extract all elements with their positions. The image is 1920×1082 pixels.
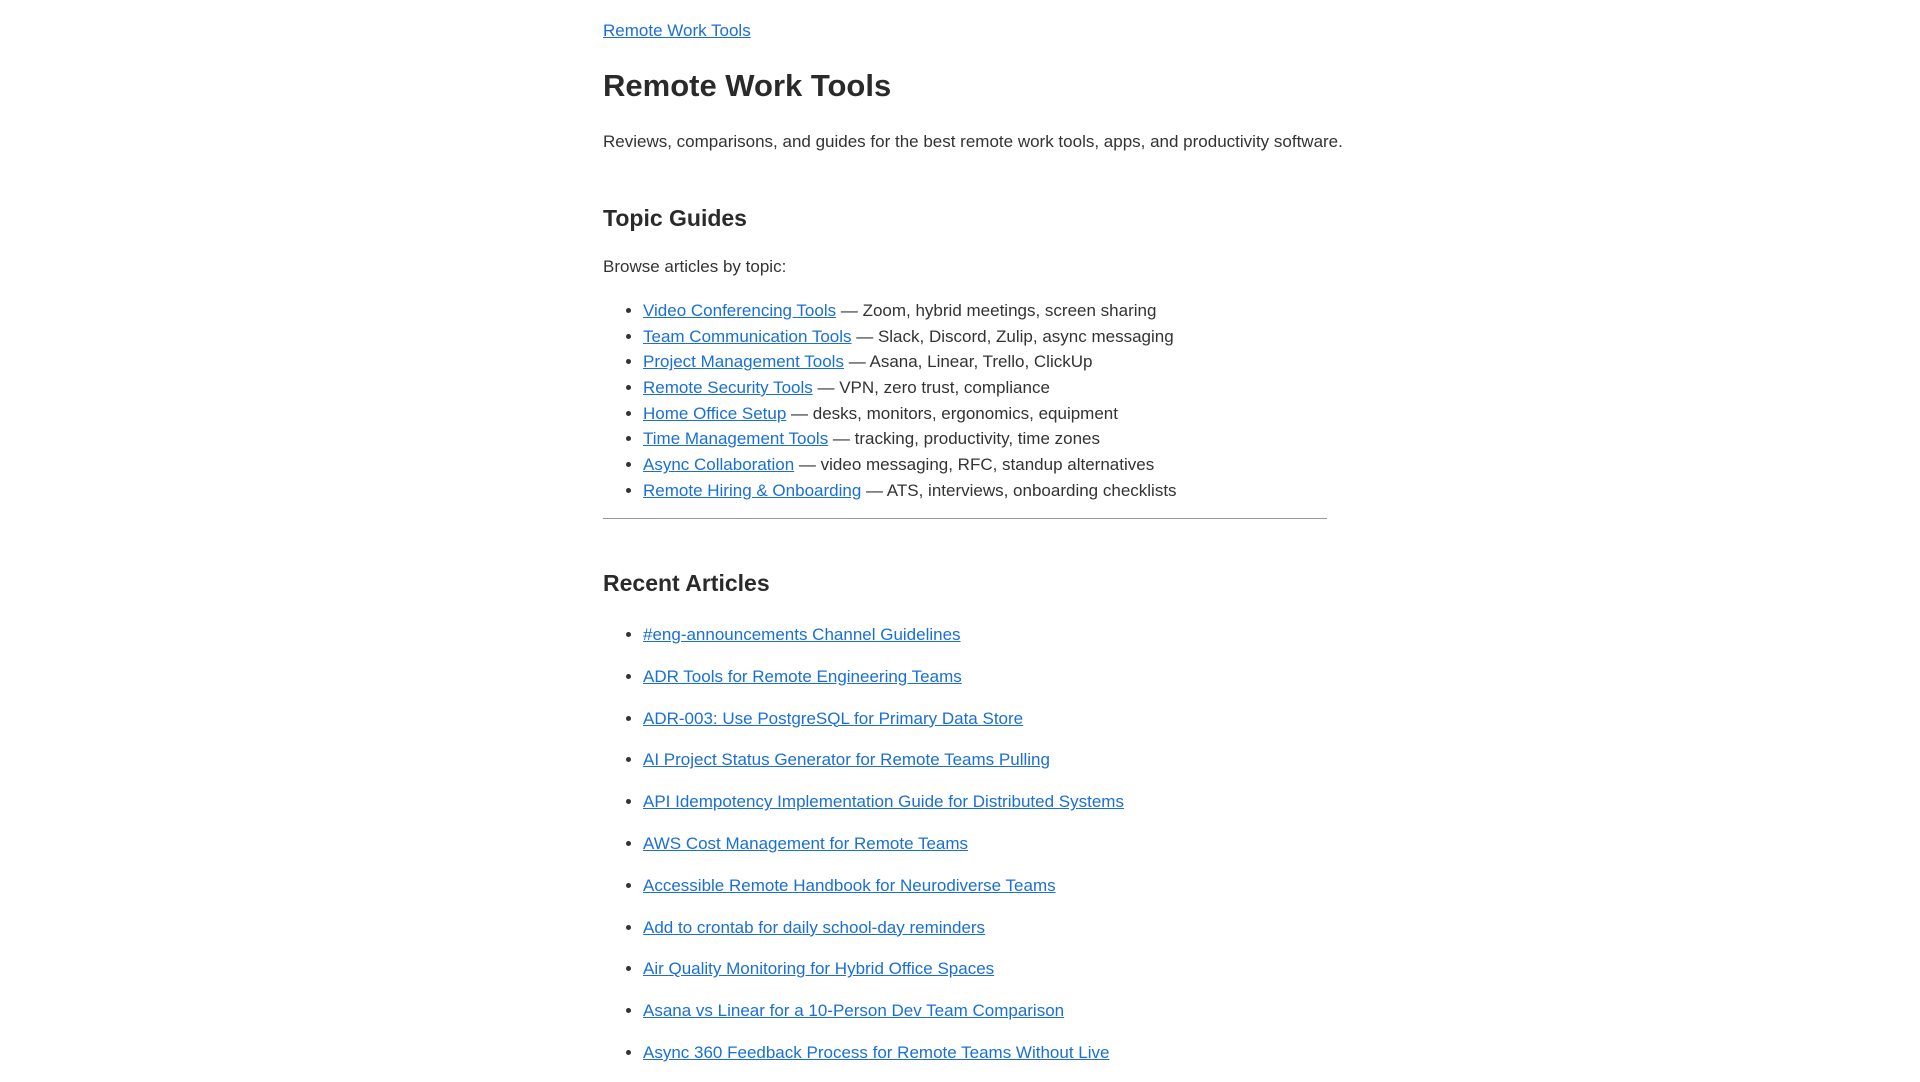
topic-item [643, 452, 1177, 478]
topic-link[interactable]: Project Management Tools [643, 352, 844, 372]
article-item [643, 915, 1124, 957]
article-link[interactable]: Async 360 Feedback Process for Remote Teams Without Live [643, 1042, 1110, 1062]
topic-guides-heading: Topic Guides [603, 205, 747, 231]
article-link[interactable]: ADR Tools for Remote Engineering Teams [643, 666, 962, 686]
topic-link[interactable]: Video Conferencing Tools [643, 301, 837, 320]
article-item [643, 747, 1124, 789]
topic-link[interactable]: Remote Hiring & Onboarding [643, 480, 862, 500]
article-item [643, 1040, 1124, 1082]
section-divider [603, 518, 1327, 519]
article-link[interactable]: API Idempotency Implementation Guide for Distributed Systems [643, 792, 1124, 812]
article-item [643, 789, 1124, 831]
topic-desc: — desks, monitors, ergonomics, equipment [786, 403, 1118, 423]
topic-guides-intro: Browse articles by topic: [603, 257, 787, 276]
topic-link[interactable]: Time Management Tools [643, 429, 829, 449]
topic-link[interactable]: Async Collaboration [643, 455, 795, 475]
topic-desc: — ATS, interviews, onboarding checklists [861, 480, 1177, 500]
topic-item [643, 401, 1177, 427]
breadcrumb-link[interactable]: Remote Work Tools [603, 21, 751, 40]
page-title: Remote Work Tools [603, 68, 892, 103]
topic-desc: — VPN, zero trust, compliance [812, 378, 1050, 398]
topic-link[interactable]: Home Office Setup [643, 403, 787, 423]
article-item [643, 831, 1124, 873]
article-link[interactable]: ADR-003: Use PostgreSQL for Primary Data Store [643, 708, 1024, 728]
topic-list [603, 298, 1177, 504]
topic-desc: — Asana, Linear, Trello, ClickUp [843, 352, 1093, 372]
topic-desc: — Slack, Discord, Zulip, async messaging [851, 326, 1174, 346]
article-item [643, 664, 1124, 706]
article-link[interactable]: #eng-announcements Channel Guidelines [643, 625, 961, 644]
page-description: Reviews, comparisons, and guides for the best remote work tools, apps, and productivity software. [603, 132, 1343, 151]
topic-item [643, 375, 1177, 401]
article-link[interactable]: Air Quality Monitoring for Hybrid Office Spaces [643, 959, 995, 979]
topic-desc: — Zoom, hybrid meetings, screen sharing [836, 301, 1157, 320]
topic-item [643, 349, 1177, 375]
article-link[interactable]: Add to crontab for daily school-day reminders [643, 917, 986, 937]
article-item [643, 873, 1124, 915]
article-item [643, 706, 1124, 748]
topic-desc: — video messaging, RFC, standup alternatives [794, 455, 1155, 475]
topic-item [643, 324, 1177, 350]
topic-item [643, 298, 1177, 324]
article-link[interactable]: Asana vs Linear for a 10-Person Dev Team Comparison [643, 1001, 1065, 1021]
recent-articles-heading: Recent Articles [603, 570, 770, 596]
article-link[interactable]: AI Project Status Generator for Remote Teams Pulling [643, 750, 1050, 770]
article-link[interactable]: AWS Cost Management for Remote Teams [643, 833, 969, 853]
article-item [643, 956, 1124, 998]
article-link[interactable]: Accessible Remote Handbook for Neurodiverse Teams [643, 875, 1056, 895]
article-list [603, 622, 1124, 1082]
topic-link[interactable]: Remote Security Tools [643, 378, 813, 398]
topic-desc: — tracking, productivity, time zones [828, 429, 1100, 449]
article-item [643, 622, 1124, 664]
topic-item [643, 426, 1177, 452]
topic-link[interactable]: Team Communication Tools [643, 326, 852, 346]
topic-item [643, 478, 1177, 504]
article-item [643, 998, 1124, 1040]
